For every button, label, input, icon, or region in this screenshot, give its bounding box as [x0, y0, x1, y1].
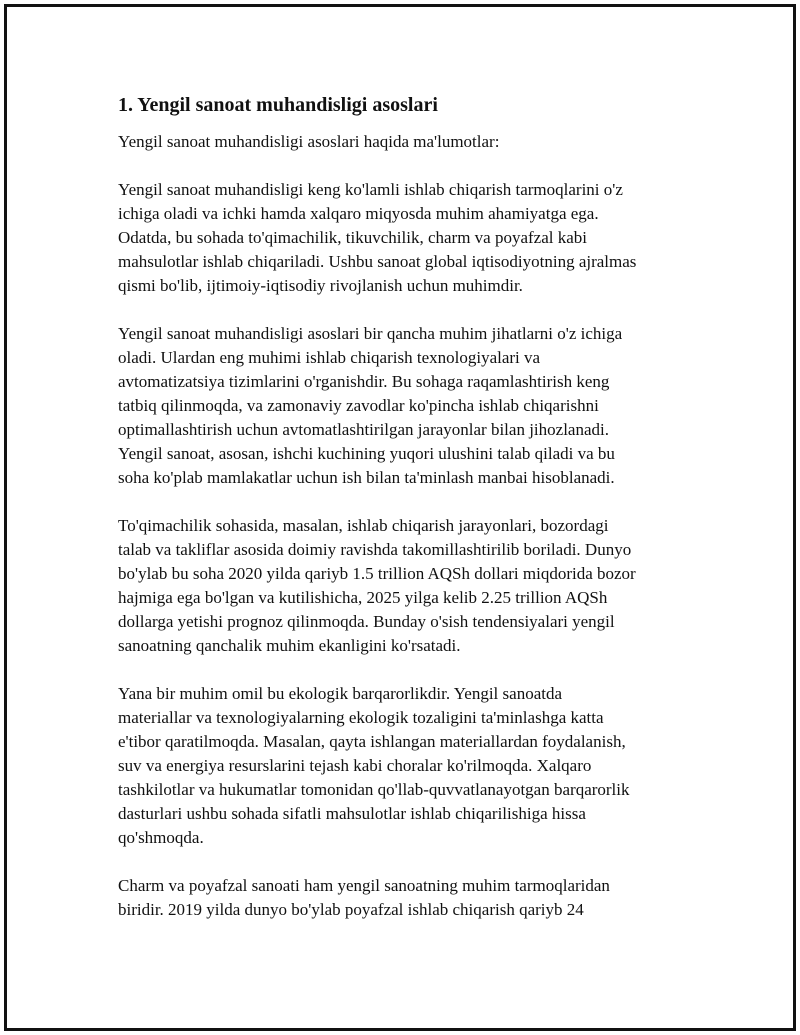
text-line: Yengil sanoat muhandisligi keng ko'lamli ishlab chiqarish tarmoqlarini o'z — [118, 180, 623, 199]
text-line: dasturlari ushbu sohada sifatli mahsulotlar ishlab chiqarilishiga hissa — [118, 804, 586, 823]
text-line: qismi bo'lib, ijtimoiy-iqtisodiy rivojlanish uchun muhimdir. — [118, 276, 523, 295]
text-line: tashkilotlar va hukumatlar tomonidan qo'llab-quvvatlanayotgan barqarorlik — [118, 780, 630, 799]
text-line: tatbiq qilinmoqda, va zamonaviy zavodlar ko'pincha ishlab chiqarishni — [118, 396, 599, 415]
text-line: Yengil sanoat muhandisligi asoslari bir qancha muhim jihatlarni o'z ichiga — [118, 324, 623, 343]
text-line: optimallashtirish uchun avtomatlashtirilgan jarayonlar bilan jihozlanadi. — [118, 420, 609, 439]
text-line: materiallar va texnologiyalarning ekologik tozaligini ta'minlashga katta — [118, 708, 604, 727]
paragraph-4 — [118, 682, 698, 850]
paragraph-2 — [118, 322, 698, 490]
text-line: To'qimachilik sohasida, masalan, ishlab chiqarish jarayonlari, bozordagi — [118, 516, 609, 535]
text-line: qo'shmoqda. — [118, 828, 204, 847]
text-line: Charm va poyafzal sanoati ham yengil sanoatning muhim tarmoqlaridan — [118, 876, 610, 895]
paragraph-5 — [118, 874, 698, 922]
text-line: Yengil sanoat, asosan, ishchi kuchining yuqori ulushini talab qiladi va bu — [118, 444, 615, 463]
section-heading: 1. Yengil sanoat muhandisligi asoslari — [118, 94, 438, 116]
text-line: ichiga oladi va ichki hamda xalqaro miqyosda muhim ahamiyatga ega. — [118, 204, 599, 223]
text-line: avtomatizatsiya tizimlarini o'rganishdir. Bu sohaga raqamlashtirish keng — [118, 372, 610, 391]
text-line: biridir. 2019 yilda dunyo bo'ylab poyafzal ishlab chiqarish qariyb 24 — [118, 900, 584, 919]
text-line: oladi. Ulardan eng muhimi ishlab chiqarish texnologiyalari va — [118, 348, 541, 367]
text-line: soha ko'plab mamlakatlar uchun ish bilan ta'minlash manbai hisoblanadi. — [118, 468, 615, 487]
text-line: e'tibor qaratilmoqda. Masalan, qayta ishlangan materiallardan foydalanish, — [118, 732, 626, 751]
text-line: talab va takliflar asosida doimiy ravishda takomillashtirilib boriladi. Dunyo — [118, 540, 632, 559]
text-line: sanoatning qanchalik muhim ekanligini ko'rsatadi. — [118, 636, 461, 655]
document-body — [118, 92, 698, 946]
text-line: dollarga yetishi prognoz qilinmoqda. Bunday o'sish tendensiyalari yengil — [118, 612, 615, 631]
paragraph-3 — [118, 514, 698, 658]
text-line: Yana bir muhim omil bu ekologik barqarorlikdir. Yengil sanoatda — [118, 684, 563, 703]
text-line: mahsulotlar ishlab chiqariladi. Ushbu sanoat global iqtisodiyotning ajralmas — [118, 252, 637, 271]
text-line: hajmiga ega bo'lgan va kutilishicha, 2025 yilga kelib 2.25 trillion AQSh — [118, 588, 608, 607]
text-line: Odatda, bu sohada to'qimachilik, tikuvchilik, charm va poyafzal kabi — [118, 228, 588, 247]
intro-text: Yengil sanoat muhandisligi asoslari haqida ma'lumotlar: — [118, 132, 500, 151]
text-line: suv va energiya resurslarini tejash kabi choralar ko'rilmoqda. Xalqaro — [118, 756, 592, 775]
text-line: bo'ylab bu soha 2020 yilda qariyb 1.5 trillion AQSh dollari miqdorida bozor — [118, 564, 636, 583]
paragraph-1 — [118, 178, 698, 298]
